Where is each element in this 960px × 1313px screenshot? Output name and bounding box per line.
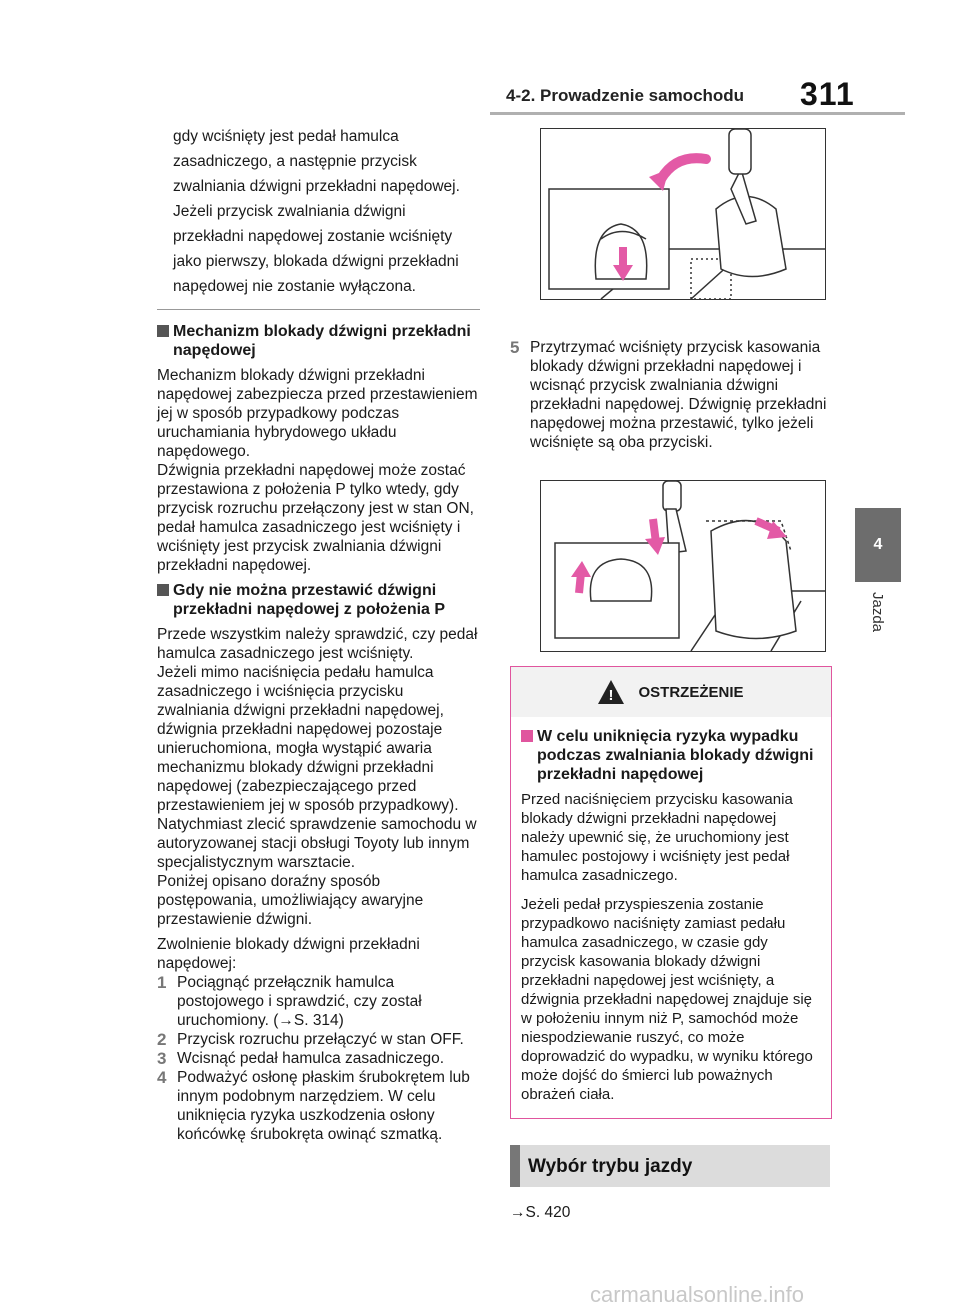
right-column bbox=[510, 128, 830, 1228]
subheading-text: Gdy nie można przestawić dźwigni przekładni napędowej z położenia P bbox=[173, 582, 446, 618]
watermark: carmanualsonline.info bbox=[590, 1282, 805, 1307]
paragraph: Przed naciśnięciem przycisku kasowania blokady dźwigni przekładni napędowej należy upewnić się, że uruchomiony jest hamulec postojowy i wciśnięty jest pedał hamulca zasadniczego. bbox=[521, 791, 793, 884]
step-text: Podważyć osłonę płaskim śrubokrętem lub innym podobnym narzędziem. W celu uniknięcia ryzyka uszkodzenia osłony końcówkę śrubokręta owinąć szmatką. bbox=[177, 1069, 470, 1143]
subheading-lock-mechanism bbox=[157, 322, 480, 360]
warning-subheading bbox=[521, 727, 821, 784]
step-number: 2 bbox=[157, 1030, 167, 1049]
warning-header bbox=[511, 667, 831, 717]
step-number: 4 bbox=[157, 1068, 167, 1087]
intro-paragraph: gdy wciśnięty jest pedał hamulca zasadniczego, a następnie przycisk zwalniania dźwigni przekładni napędowej. Jeżeli przycisk zwalniania dźwigni przekładni napędowej zostanie wciśnięty jako pierwszy, blokada dźwigni przekładni napędowej nie zostanie wyłączona. bbox=[173, 128, 460, 295]
square-bullet-icon bbox=[157, 325, 169, 337]
subheading-text: Mechanizm blokady dźwigni przekładni napędowej bbox=[173, 323, 471, 359]
heading-text: Wybór trybu jazdy bbox=[528, 1155, 693, 1177]
paragraph: Zwolnienie blokady dźwigni przekładni napędowej: bbox=[157, 936, 420, 972]
step-item bbox=[157, 1068, 480, 1144]
paragraph: Jeżeli mimo naciśnięcia pedału hamulca zasadniczego i wciśnięcia przycisku zwalniania dźwigni przekładni napędowej, dźwignia przekładni napędowej pozostaje unieruchomiona, mogła wystąpić awaria mechanizmu blokady dźwigni przekładni napędowej (zabezpieczającego przed przestawieniem jej w sposób przypadkowy). Natychmiast zlecić sprawdzenie samochodu w autoryzowanej stacji obsługi Toyoty lub innym specjalistycznym warsztacie. bbox=[157, 664, 477, 871]
illustration-release-buttons bbox=[540, 480, 826, 652]
step-text: Przytrzymać wciśnięty przycisk kasowania blokady dźwigni przekładni napędowej i wcisnąć przycisk zwalniania dźwigni przekładni napędowej. Dźwignię przekładni napędowej można przestawić, tylko jeżeli wciśnięte są oba przyciski. bbox=[530, 339, 827, 451]
square-bullet-icon bbox=[157, 584, 169, 596]
step-item bbox=[510, 338, 830, 452]
paragraph: Jeżeli pedał przyspieszenia zostanie przypadkowo naciśnięty zamiast pedału hamulca zasadniczego, w czasie gdy przycisk kasowania blokady dźwigni przekładni napędowej jest wciśnięty, a dźwignia przekładni napędowej znajduje się w położeniu innym niż P, samochód może niespodziewanie ruszyć, co może doprowadzić do wypadku, w wyniku którego może dojść do śmierci lub poważnych obrażeń ciała. bbox=[521, 896, 813, 1103]
warning-title: OSTRZEŻENIE bbox=[638, 683, 744, 701]
paragraph: Mechanizm blokady dźwigni przekładni napędowej zabezpiecza przed przestawieniem jej w sposób przypadkowy podczas uruchamiania hybrydowego układu napędowego. bbox=[157, 367, 478, 460]
step-text: Przycisk rozruchu przełączyć w stan OFF. bbox=[177, 1031, 464, 1048]
step-number: 3 bbox=[157, 1049, 167, 1068]
square-bullet-icon bbox=[521, 730, 533, 742]
step-text: Pociągnąć przełącznik hamulca postojowego i sprawdzić, czy został uruchomiony. (→S. 314) bbox=[177, 974, 422, 1029]
chapter-label: Jazda bbox=[869, 592, 886, 633]
page-number: 311 bbox=[800, 76, 855, 112]
warning-box bbox=[510, 666, 832, 1119]
illustration-screwdriver-cover bbox=[540, 128, 826, 300]
step-number: 5 bbox=[510, 338, 520, 357]
left-column bbox=[157, 124, 480, 1144]
step-item bbox=[157, 1049, 480, 1068]
header-rule bbox=[490, 112, 905, 115]
drive-mode-heading bbox=[510, 1145, 830, 1187]
subheading-cannot-shift bbox=[157, 581, 480, 619]
step-item bbox=[157, 1030, 480, 1049]
paragraph: Dźwignia przekładni napędowej może zostać przestawiona z położenia P tylko wtedy, gdy przycisk rozruchu przełączony jest w stan ON, pedał hamulca zasadniczego jest wciśnięty i wciśnięty jest przycisk zwalniania dźwigni przekładni napędowej. bbox=[157, 462, 474, 574]
subheading-text: W celu uniknięcia ryzyka wypadku podczas zwalniania blokady dźwigni przekładni napędowej bbox=[537, 728, 814, 783]
step-item bbox=[157, 973, 480, 1030]
step-number: 1 bbox=[157, 973, 167, 992]
section-divider bbox=[157, 309, 480, 310]
paragraph: Przede wszystkim należy sprawdzić, czy pedał hamulca zasadniczego jest wciśnięty. bbox=[157, 626, 478, 662]
warning-triangle-icon: ! bbox=[598, 680, 624, 704]
page-reference-link[interactable]: →S. 420 bbox=[510, 1204, 571, 1221]
paragraph: Poniżej opisano doraźny sposób postępowania, umożliwiający awaryjne przestawienie dźwigni. bbox=[157, 873, 424, 928]
gear-lever-illustration bbox=[541, 481, 825, 651]
warning-body bbox=[511, 717, 831, 1118]
step-text: Wcisnąć pedał hamulca zasadniczego. bbox=[177, 1050, 445, 1067]
chapter-tab[interactable]: 4 bbox=[855, 508, 901, 582]
gear-shifter-illustration bbox=[541, 129, 825, 299]
section-title: 4-2. Prowadzenie samochodu bbox=[506, 86, 745, 105]
heading-accent-bar bbox=[510, 1145, 520, 1187]
